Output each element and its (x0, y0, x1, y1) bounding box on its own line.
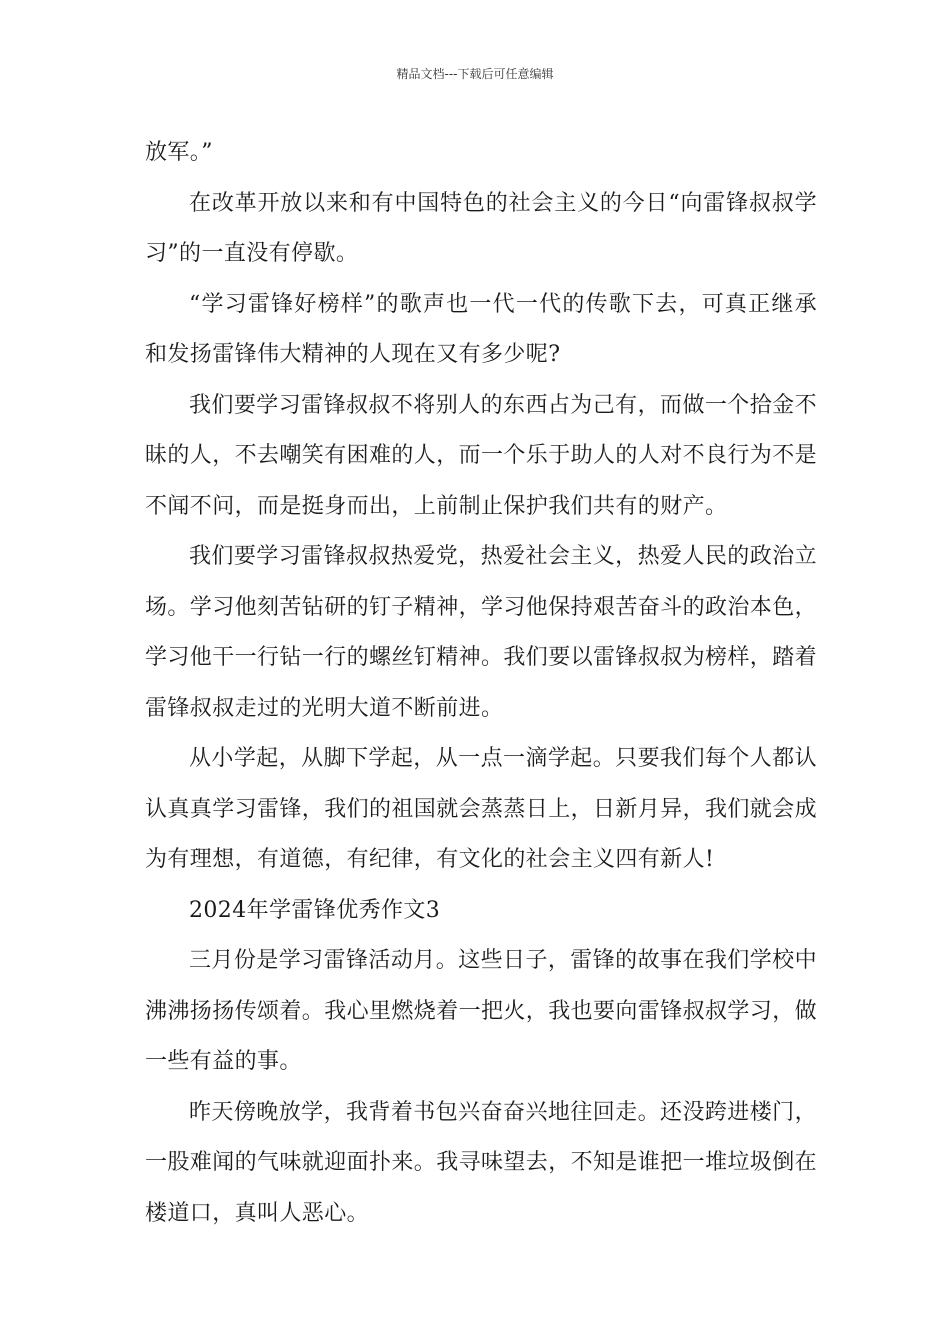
paragraph: 昨天傍晚放学，我背着书包兴奋奋兴地往回走。还没跨进楼门，一股难闻的气味就迎面扑来。我寻味望去，不知是谁把一堆垃圾倒在楼道口，真叫人恶心。 (145, 1099, 818, 1226)
document-body (145, 128, 817, 1239)
paragraph: “学习雷锋好榜样”的歌声也一代一代的传歌下去，可真正继承和发扬雷锋伟大精神的人现在又有多少呢? (145, 291, 817, 367)
paragraph: 放军。” (145, 140, 213, 165)
paragraph: 我们要学习雷锋叔叔热爱党，热爱社会主义，热爱人民的政治立场。学习他刻苦钻研的钉子精神，学习他保持艰苦奋斗的政治本色，学习他干一行钻一行的螺丝钉精神。我们要以雷锋叔叔为榜样，踏着雷锋叔叔走过的光明大道不断前进。 (145, 544, 818, 721)
paragraph: 我们要学习雷锋叔叔不将别人的东西占为己有，而做一个拾金不昧的人，不去嘲笑有困难的人，而一个乐于助人的人对不良行为不是不闻不问，而是挺身而出，上前制止保护我们共有的财产。 (145, 392, 818, 519)
paragraph: 从小学起，从脚下学起，从一点一滴学起。只要我们每个人都认认真真学习雷锋，我们的祖国就会蒸蒸日上，日新月异，我们就会成为有理想，有道德，有纪律，有文化的社会主义四有新人! (145, 746, 818, 872)
paragraph: 三月份是学习雷锋活动月。这些日子，雷锋的故事在我们学校中沸沸扬扬传颂着。我心里燃烧着一把火，我也要向雷锋叔叔学习，做一些有益的事。 (145, 948, 818, 1074)
page-header: 精品文档---下载后可任意编辑 (396, 67, 554, 81)
section-heading: 2024年学雷锋优秀作文3 (189, 897, 441, 923)
paragraph: 在改革开放以来和有中国特色的社会主义的今日“向雷锋叔叔学习”的一直没有停歇。 (145, 190, 817, 266)
